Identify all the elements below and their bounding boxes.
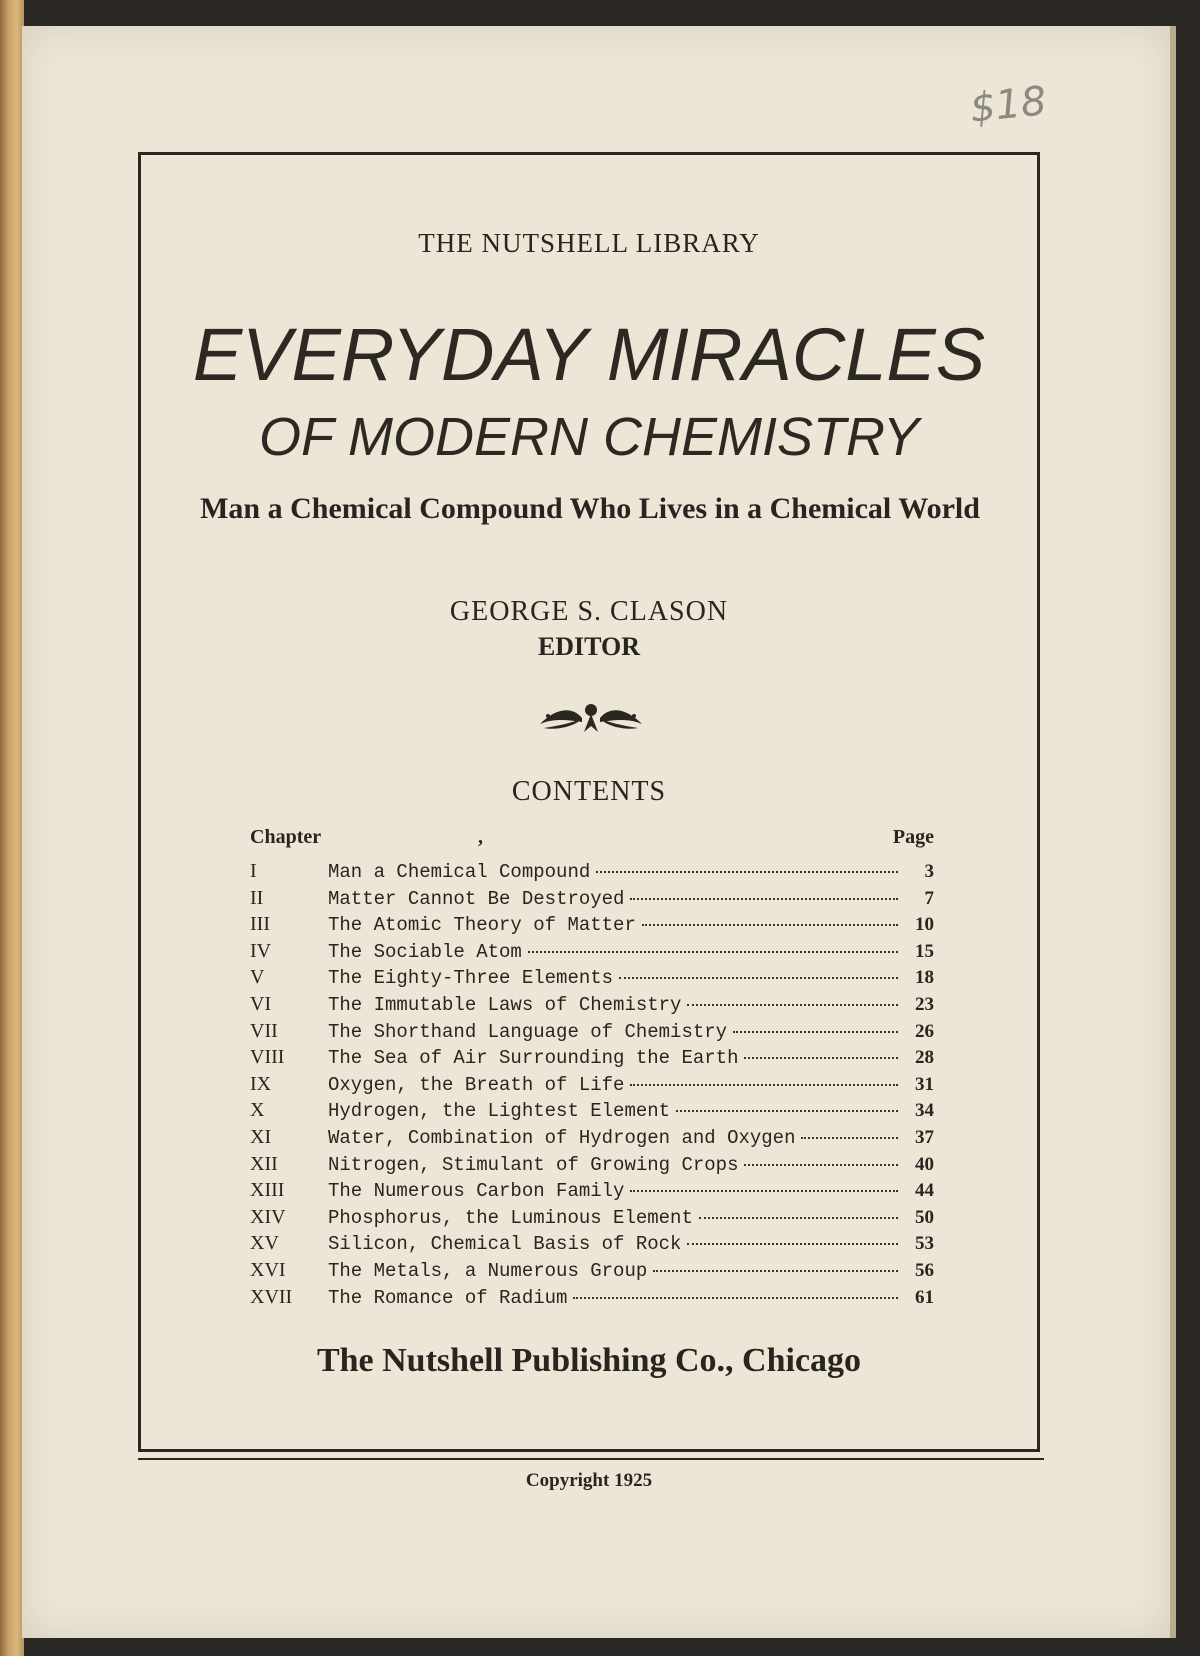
frame-bottom-rule [138,1458,1044,1460]
contents-heading: CONTENTS [511,776,667,807]
toc-chapter-number: IV [250,939,272,962]
toc-chapter-number: I [250,860,257,882]
toc-row [250,913,934,940]
toc-chapter-number: XV [250,1232,279,1255]
toc-row [250,966,934,993]
toc-page-number: 40 [915,1153,934,1175]
toc-chapter-number: XII [250,1152,278,1175]
toc-dot-leader [630,898,898,900]
toc-chapter-title: The Atomic Theory of Matter [328,914,636,937]
toc-page-number: 31 [915,1073,934,1095]
book-spine-edge [0,0,24,1656]
toc-row [250,887,934,914]
toc-chapter-number: VI [250,992,272,1015]
toc-dot-leader [687,1243,898,1245]
toc-chapter-title: The Sea of Air Surrounding the Earth [328,1047,739,1070]
author-name: GEORGE S. CLASON [449,596,729,627]
toc-page-number: 28 [915,1047,934,1069]
toc-row [250,1073,934,1100]
toc-row [250,940,934,967]
toc-page-number: 44 [915,1180,934,1202]
toc-chapter-number: XIV [250,1205,286,1228]
toc-page-number: 37 [915,1126,934,1148]
toc-chapter-title: The Metals, a Numerous Group [328,1259,648,1282]
toc-chapter-title: Oxygen, the Breath of Life [328,1073,625,1096]
toc-dot-leader [653,1270,898,1272]
toc-chapter-number: XI [250,1125,272,1148]
toc-row [250,1259,934,1286]
toc-page-number: 23 [915,993,934,1015]
toc-chapter-number: XVI [250,1258,286,1281]
toc-page-number: 7 [924,887,934,909]
toc-chapter-title: Matter Cannot Be Destroyed [328,887,625,910]
toc-dot-leader [801,1137,898,1139]
toc-page-number: 34 [915,1100,934,1122]
toc-chapter-number: V [250,966,265,989]
toc-chapter-title: Nitrogen, Stimulant of Growing Crops [328,1153,739,1176]
toc-chapter-title: Water, Combination of Hydrogen and Oxygen [328,1126,796,1149]
table-of-contents [250,826,934,1312]
toc-page-number: 50 [915,1206,934,1228]
floral-ornament-icon [534,700,648,739]
toc-row [250,1286,934,1313]
toc-dot-leader [687,1004,898,1006]
toc-chapter-number: IX [250,1072,272,1095]
toc-chapter-number: XVII [250,1285,293,1308]
toc-dot-leader [642,924,898,926]
toc-row [250,1020,934,1047]
toc-dot-leader [744,1164,898,1166]
toc-page-number: 61 [915,1286,934,1308]
toc-header [250,826,934,860]
handwritten-price-note: $18 [967,78,1049,132]
toc-chapter-number: X [250,1099,265,1122]
toc-chapter-title: Silicon, Chemical Basis of Rock [328,1233,682,1256]
toc-row [250,1232,934,1259]
toc-row [250,1046,934,1073]
toc-row [250,1099,934,1126]
toc-chapter-number: VII [250,1019,278,1042]
toc-dot-leader [573,1297,898,1299]
toc-dot-leader [596,871,898,873]
toc-page-number: 18 [915,967,934,989]
book-subtitle: Man a Chemical Compound Who Lives in a Chemical World [200,492,980,525]
toc-chapter-number: XIII [250,1179,285,1202]
toc-chapter-title: The Eighty-Three Elements [328,967,614,990]
toc-page-number: 56 [915,1259,934,1281]
toc-row [250,1179,934,1206]
toc-dot-leader [619,977,898,979]
toc-chapter-number: VIII [250,1046,285,1069]
toc-stray-comma: , [478,826,483,848]
toc-row [250,993,934,1020]
author-role: EDITOR [537,632,641,661]
toc-dot-leader [744,1057,898,1059]
toc-chapter-title: The Immutable Laws of Chemistry [328,993,682,1016]
toc-dot-leader [528,951,898,953]
toc-dot-leader [630,1190,898,1192]
toc-chapter-title: The Shorthand Language of Chemistry [328,1020,728,1043]
copyright-line: Copyright 1925 [525,1470,653,1491]
toc-dot-leader [630,1084,898,1086]
toc-chapter-title: Phosphorus, the Luminous Element [328,1206,693,1229]
toc-row [250,1153,934,1180]
toc-chapter-title: Hydrogen, the Lightest Element [328,1100,671,1123]
book-title-line2: OF MODERN CHEMISTRY [258,407,920,467]
toc-page-number: 26 [915,1020,934,1042]
toc-row [250,860,934,887]
toc-chapter-number: III [250,913,270,936]
toc-dot-leader [676,1110,898,1112]
toc-chapter-title: The Romance of Radium [328,1286,568,1309]
book-title-line1: EVERYDAY MIRACLES [192,313,986,396]
toc-page-number: 10 [915,914,934,936]
toc-chapter-title: Man a Chemical Compound [328,861,591,883]
publisher-line: The Nutshell Publishing Co., Chicago [316,1342,862,1379]
toc-page-number: 53 [915,1233,934,1255]
toc-page-number: 3 [924,861,934,882]
series-name: THE NUTSHELL LIBRARY [418,228,760,258]
toc-rows [250,860,934,1312]
toc-chapter-title: The Sociable Atom [328,940,522,963]
toc-chapter-title: The Numerous Carbon Family [328,1180,625,1203]
page-edge [1170,26,1176,1638]
toc-dot-leader [733,1031,898,1033]
toc-dot-leader [699,1217,898,1219]
toc-page-label: Page [892,826,934,848]
toc-chapter-number: II [250,886,264,909]
toc-row [250,1206,934,1233]
toc-row [250,1126,934,1153]
toc-page-number: 15 [915,940,934,962]
toc-chapter-label: Chapter [250,826,322,848]
